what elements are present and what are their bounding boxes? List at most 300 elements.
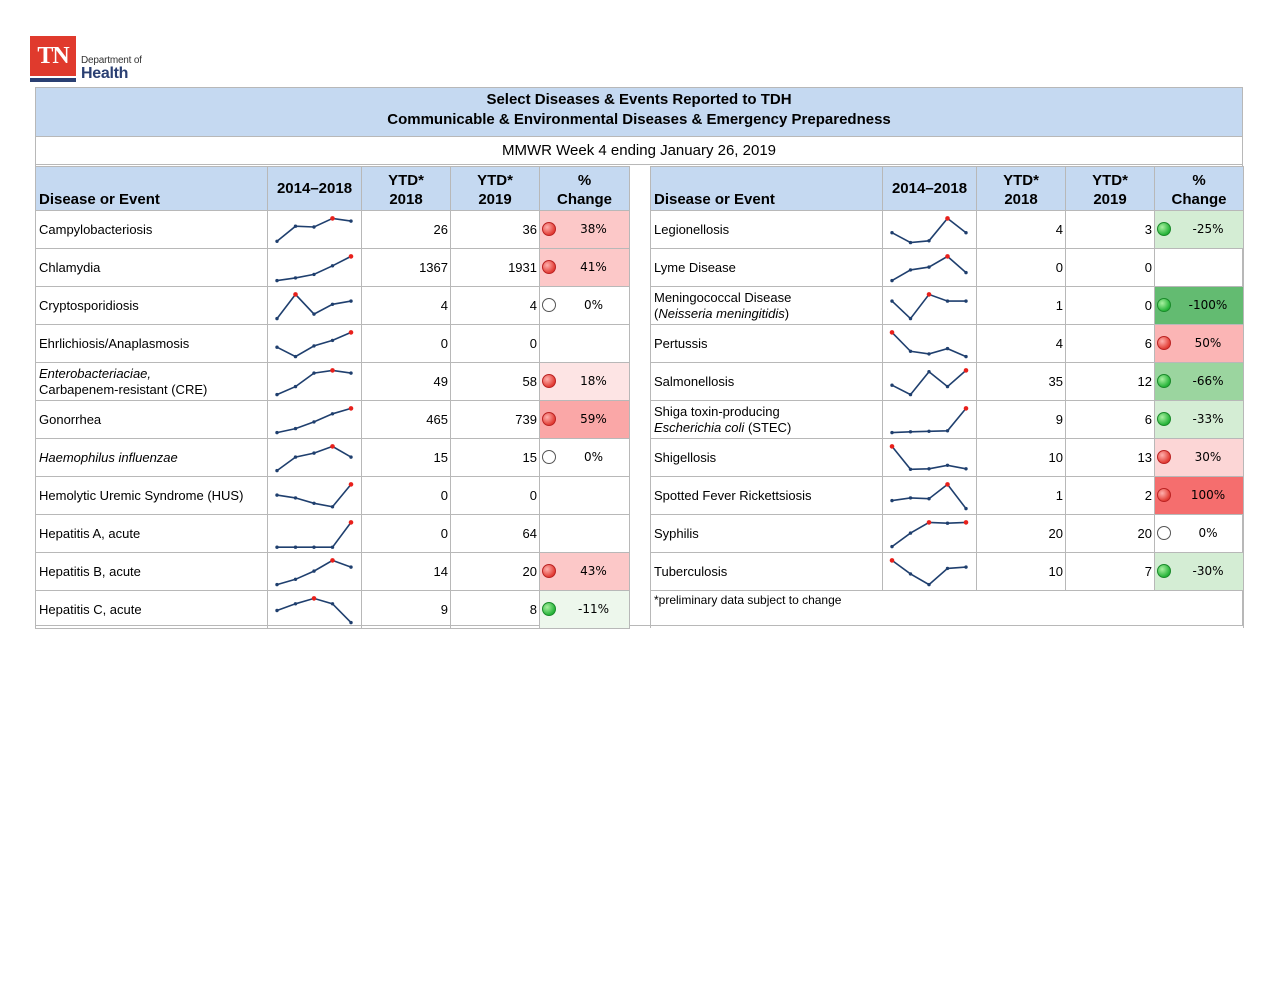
red-indicator-icon — [1157, 488, 1171, 502]
disease-name — [651, 325, 883, 363]
col-ytd2018-header — [362, 167, 451, 211]
ytd-2018-value: 1367 — [362, 249, 451, 287]
disease-name — [651, 363, 883, 401]
pct-label: % — [577, 172, 592, 189]
pct-change-cell — [1155, 439, 1244, 477]
disease-name — [651, 553, 883, 591]
sparkline-point — [964, 565, 967, 568]
sparkline-point — [909, 496, 912, 499]
note-row — [651, 591, 1244, 629]
trend-sparkline — [883, 212, 975, 248]
trend-sparkline-cell — [268, 439, 362, 477]
trend-sparkline — [268, 592, 360, 628]
sparkline-point — [331, 545, 334, 548]
disease-name — [36, 553, 268, 591]
ytd-2019-value: 0 — [1066, 249, 1155, 287]
pct-change-value: 0% — [583, 298, 604, 312]
disease-name-tail: Carbapenem-resistant (CRE) — [39, 381, 208, 397]
disease-name-text: Hemolytic Uremic Syndrome (HUS) — [39, 487, 244, 503]
disease-name — [651, 211, 883, 249]
trend-sparkline — [883, 516, 975, 552]
pct-change-cell — [1155, 249, 1244, 287]
year-2019-label: 2019 — [1093, 191, 1127, 208]
white-indicator-icon — [1157, 526, 1171, 540]
sparkline-peak-point — [890, 444, 895, 449]
sparkline-point — [331, 302, 334, 305]
sparkline-point — [909, 430, 912, 433]
trend-sparkline — [268, 212, 360, 248]
ytd-2019-value: 15 — [451, 439, 540, 477]
ytd-2019-value: 739 — [451, 401, 540, 439]
report-title-line2: Communicable & Environmental Diseases & Emergency Preparedness — [387, 111, 891, 128]
sparkline-point — [964, 270, 967, 273]
trend-sparkline-cell — [883, 211, 977, 249]
trend-sparkline — [883, 478, 975, 514]
table-row — [651, 211, 1244, 249]
sparkline-point — [294, 545, 297, 548]
pct-change-value: -25% — [1192, 222, 1224, 236]
disease-name — [36, 363, 268, 401]
sparkline-point — [927, 239, 930, 242]
green-indicator-icon — [1157, 374, 1171, 388]
sparkline-point — [927, 497, 930, 500]
sparkline-point — [349, 219, 352, 222]
trend-sparkline-cell — [268, 401, 362, 439]
right-disease-table — [650, 166, 1244, 628]
green-indicator-icon — [542, 602, 556, 616]
sparkline-line — [892, 408, 966, 432]
col-disease-header: Disease or Event — [36, 167, 268, 211]
green-indicator-icon — [1157, 222, 1171, 236]
sparkline-point — [890, 299, 893, 302]
ytd-2018-value: 0 — [362, 477, 451, 515]
sparkline-point — [946, 384, 949, 387]
sparkline-point — [331, 264, 334, 267]
white-indicator-icon — [542, 298, 556, 312]
pct-change-value: 43% — [580, 564, 607, 578]
trend-sparkline-cell — [268, 287, 362, 325]
red-indicator-icon — [1157, 450, 1171, 464]
sparkline-point — [927, 467, 930, 470]
ytd-label: YTD* — [1092, 172, 1128, 189]
sparkline-point — [312, 312, 315, 315]
sparkline-point — [946, 463, 949, 466]
sparkline-point — [312, 371, 315, 374]
ytd-2018-value: 1 — [977, 477, 1066, 515]
sparkline-point — [909, 392, 912, 395]
pct-change-cell — [540, 249, 630, 287]
sparkline-point — [331, 505, 334, 508]
red-indicator-icon — [542, 374, 556, 388]
sparkline-point — [909, 240, 912, 243]
disease-name-italic: Escherichia coli — [654, 419, 745, 435]
disease-name-text: Chlamydia — [39, 259, 101, 275]
disease-name-text: Gonorrhea — [39, 411, 102, 427]
trend-sparkline-cell — [268, 363, 362, 401]
disease-name-text: Ehrlichiosis/Anaplasmosis — [39, 335, 190, 351]
sparkline-point — [927, 370, 930, 373]
trend-sparkline-cell — [268, 249, 362, 287]
disease-name — [651, 249, 883, 287]
trend-sparkline — [268, 288, 360, 324]
pct-change-value: 0% — [583, 450, 604, 464]
ytd-2019-value: 4 — [451, 287, 540, 325]
disease-name-text: Hepatitis A, acute — [39, 525, 141, 541]
sparkline-point — [890, 231, 893, 234]
red-indicator-icon — [1157, 336, 1171, 350]
disease-name-tail: (STEC) — [744, 419, 792, 435]
pct-change-cell — [540, 211, 630, 249]
trend-sparkline — [268, 478, 360, 514]
disease-name — [651, 439, 883, 477]
logo-department-text: Department of — [81, 55, 142, 66]
sparkline-line — [277, 218, 351, 241]
logo-underline — [30, 78, 76, 82]
pct-label: % — [1192, 172, 1206, 189]
pct-change-cell — [540, 325, 630, 363]
ytd-label: YTD* — [388, 172, 424, 189]
pct-change-cell — [540, 591, 630, 629]
ytd-2018-value: 9 — [977, 401, 1066, 439]
green-indicator-icon — [1157, 412, 1171, 426]
sparkline-point — [964, 231, 967, 234]
disease-name-text: Salmonellosis — [654, 373, 735, 389]
trend-sparkline — [883, 250, 975, 286]
ytd-2019-value: 3 — [1066, 211, 1155, 249]
report-week: MMWR Week 4 ending January 26, 2019 — [36, 137, 1242, 165]
sparkline-line — [892, 294, 966, 318]
pct-change-value: 18% — [580, 374, 607, 388]
trend-sparkline-cell — [268, 477, 362, 515]
ytd-2019-value: 13 — [1066, 439, 1155, 477]
sparkline-peak-point — [330, 368, 335, 373]
sparkline-peak-point — [890, 330, 895, 335]
disease-name-text: Hepatitis B, acute — [39, 563, 141, 579]
sparkline-point — [294, 224, 297, 227]
logo-health-text: Health — [81, 65, 129, 82]
sparkline-line — [892, 522, 966, 546]
ytd-2018-value: 4 — [977, 211, 1066, 249]
tn-logo-mark: TN — [30, 36, 76, 76]
trend-sparkline — [883, 364, 975, 400]
disease-name-text: Legionellosis — [654, 221, 730, 237]
disease-name — [36, 401, 268, 439]
disease-name-italic: Haemophilus influenzae — [39, 449, 178, 465]
pct-change-cell — [540, 401, 630, 439]
sparkline-peak-point — [349, 330, 354, 335]
ytd-2019-value: 7 — [1066, 553, 1155, 591]
table-row — [36, 211, 630, 249]
sparkline-point — [927, 352, 930, 355]
trend-sparkline — [268, 364, 360, 400]
pct-change-value: 50% — [1194, 336, 1222, 350]
disease-name-text: Syphilis — [654, 525, 699, 541]
year-2019-label: 2019 — [478, 191, 512, 208]
pct-change-value: -11% — [577, 602, 609, 616]
table-row — [36, 591, 630, 629]
sparkline-point — [275, 239, 278, 242]
sparkline-peak-point — [293, 292, 298, 297]
sparkline-point — [294, 384, 297, 387]
paren-close: ) — [784, 305, 790, 321]
trend-sparkline-cell — [268, 515, 362, 553]
disease-name — [36, 211, 268, 249]
sparkline-point — [927, 582, 930, 585]
sparkline-point — [890, 498, 893, 501]
ytd-2019-value: 0 — [451, 477, 540, 515]
trend-sparkline-cell — [883, 401, 977, 439]
sparkline-peak-point — [349, 482, 354, 487]
sparkline-peak-point — [964, 520, 969, 525]
ytd-2018-value: 49 — [362, 363, 451, 401]
pct-change-cell — [540, 553, 630, 591]
sparkline-point — [275, 493, 278, 496]
sparkline-point — [331, 602, 334, 605]
table-row — [651, 515, 1244, 553]
trend-sparkline-cell — [883, 325, 977, 363]
trend-sparkline-cell — [268, 553, 362, 591]
table-row — [36, 553, 630, 591]
ytd-2019-value: 8 — [451, 591, 540, 629]
pct-change-cell — [540, 363, 630, 401]
right-header-row — [651, 167, 1244, 211]
sparkline-point — [927, 429, 930, 432]
sparkline-point — [294, 496, 297, 499]
ytd-2018-value: 14 — [362, 553, 451, 591]
disease-name — [36, 591, 268, 629]
pct-change-value: 41% — [580, 260, 607, 274]
ytd-2019-value: 1931 — [451, 249, 540, 287]
sparkline-line — [892, 484, 966, 508]
pct-change-cell — [540, 439, 630, 477]
ytd-2019-value: 64 — [451, 515, 540, 553]
table-row — [651, 553, 1244, 591]
pct-change-cell — [540, 287, 630, 325]
sparkline-point — [909, 268, 912, 271]
sparkline-point — [294, 354, 297, 357]
trend-sparkline-cell — [883, 287, 977, 325]
year-2018-label: 2018 — [1004, 191, 1038, 208]
col-years-header: 2014–2018 — [883, 167, 977, 211]
ytd-2018-value: 15 — [362, 439, 451, 477]
table-row — [36, 401, 630, 439]
sparkline-peak-point — [890, 558, 895, 563]
sparkline-peak-point — [964, 368, 969, 373]
table-row — [36, 249, 630, 287]
year-2018-label: 2018 — [389, 191, 423, 208]
pct-change-value: -66% — [1192, 374, 1224, 388]
disease-name — [36, 325, 268, 363]
trend-sparkline — [883, 326, 975, 362]
disease-name-text: Meningococcal Disease — [654, 289, 792, 305]
trend-sparkline — [883, 440, 975, 476]
sparkline-point — [349, 371, 352, 374]
sparkline-point — [275, 468, 278, 471]
sparkline-peak-point — [312, 596, 317, 601]
report-frame — [35, 87, 1243, 626]
sparkline-point — [312, 225, 315, 228]
trend-sparkline-cell — [268, 591, 362, 629]
paren-open: ( — [654, 305, 659, 321]
ytd-2018-value: 26 — [362, 211, 451, 249]
disease-name-text: Pertussis — [654, 335, 708, 351]
red-indicator-icon — [542, 222, 556, 236]
ytd-2019-value: 6 — [1066, 401, 1155, 439]
col-change-header — [1155, 167, 1244, 211]
sparkline-point — [275, 316, 278, 319]
sparkline-point — [294, 426, 297, 429]
sparkline-point — [331, 338, 334, 341]
sparkline-peak-point — [330, 216, 335, 221]
table-row — [36, 325, 630, 363]
pct-change-cell — [1155, 477, 1244, 515]
sparkline-point — [275, 582, 278, 585]
trend-sparkline — [268, 440, 360, 476]
trend-sparkline — [268, 250, 360, 286]
sparkline-point — [312, 569, 315, 572]
sparkline-peak-point — [349, 254, 354, 259]
trend-sparkline — [883, 402, 975, 438]
pct-change-cell — [1155, 363, 1244, 401]
disease-name-italic: Enterobacteriaciae, — [39, 365, 152, 381]
report-title — [36, 88, 1242, 137]
sparkline-peak-point — [330, 444, 335, 449]
sparkline-line — [277, 598, 351, 622]
ytd-2019-value: 20 — [451, 553, 540, 591]
sparkline-point — [909, 531, 912, 534]
pct-change-cell — [1155, 287, 1244, 325]
col-ytd2019-header — [451, 167, 540, 211]
ytd-2018-value: 4 — [977, 325, 1066, 363]
col-ytd2018-header — [977, 167, 1066, 211]
sparkline-peak-point — [945, 216, 950, 221]
sparkline-point — [275, 345, 278, 348]
sparkline-point — [349, 565, 352, 568]
ytd-2018-value: 465 — [362, 401, 451, 439]
trend-sparkline — [268, 402, 360, 438]
pct-change-value: -100% — [1188, 298, 1228, 312]
table-row — [36, 363, 630, 401]
trend-sparkline — [883, 554, 975, 590]
sparkline-point — [312, 545, 315, 548]
disease-name-text: Shiga toxin-producing — [654, 403, 780, 419]
trend-sparkline — [268, 554, 360, 590]
sparkline-point — [909, 572, 912, 575]
sparkline-point — [312, 272, 315, 275]
ytd-2019-value: 12 — [1066, 363, 1155, 401]
preliminary-note: *preliminary data subject to change — [651, 591, 1244, 629]
disease-name-text: Shigellosis — [654, 449, 717, 465]
table-row — [651, 325, 1244, 363]
pct-change-cell — [1155, 401, 1244, 439]
red-indicator-icon — [542, 260, 556, 274]
pct-change-value: -30% — [1192, 564, 1224, 578]
sparkline-point — [946, 429, 949, 432]
sparkline-point — [890, 430, 893, 433]
pct-change-cell — [540, 477, 630, 515]
white-indicator-icon — [542, 450, 556, 464]
sparkline-peak-point — [945, 254, 950, 259]
table-row — [36, 287, 630, 325]
pct-change-value: -33% — [1192, 412, 1224, 426]
sparkline-point — [946, 566, 949, 569]
sparkline-point — [964, 354, 967, 357]
sparkline-peak-point — [349, 520, 354, 525]
pct-change-cell — [1155, 325, 1244, 363]
sparkline-point — [294, 276, 297, 279]
col-years-header: 2014–2018 — [268, 167, 362, 211]
sparkline-line — [892, 446, 966, 469]
ytd-label: YTD* — [477, 172, 513, 189]
sparkline-point — [312, 344, 315, 347]
sparkline-line — [277, 256, 351, 280]
sparkline-peak-point — [927, 520, 932, 525]
disease-name — [651, 287, 883, 325]
sparkline-point — [312, 501, 315, 504]
pct-change-cell — [1155, 515, 1244, 553]
change-label: Change — [556, 191, 612, 208]
sparkline-point — [349, 455, 352, 458]
ytd-2019-value: 20 — [1066, 515, 1155, 553]
disease-name — [651, 515, 883, 553]
ytd-2018-value: 1 — [977, 287, 1066, 325]
pct-change-cell — [540, 515, 630, 553]
left-disease-table — [35, 166, 630, 629]
sparkline-point — [909, 349, 912, 352]
ytd-2018-value: 9 — [362, 591, 451, 629]
trend-sparkline-cell — [883, 553, 977, 591]
sparkline-point — [275, 545, 278, 548]
table-row — [36, 439, 630, 477]
pct-change-cell — [1155, 553, 1244, 591]
sparkline-point — [890, 278, 893, 281]
sparkline-line — [892, 218, 966, 242]
trend-sparkline-cell — [883, 477, 977, 515]
table-row — [36, 477, 630, 515]
sparkline-peak-point — [927, 292, 932, 297]
sparkline-point — [331, 412, 334, 415]
sparkline-point — [349, 620, 352, 623]
red-indicator-icon — [542, 564, 556, 578]
sparkline-peak-point — [330, 558, 335, 563]
disease-name — [36, 439, 268, 477]
sparkline-point — [890, 383, 893, 386]
table-row — [651, 287, 1244, 325]
sparkline-point — [964, 467, 967, 470]
sparkline-point — [294, 577, 297, 580]
pct-change-value: 30% — [1194, 450, 1222, 464]
report-title-line1: Select Diseases & Events Reported to TDH — [486, 91, 792, 108]
disease-name-text: Campylobacteriosis — [39, 221, 153, 237]
disease-name — [36, 249, 268, 287]
sparkline-peak-point — [964, 406, 969, 411]
sparkline-point — [312, 451, 315, 454]
red-indicator-icon — [542, 412, 556, 426]
pct-change-value: 38% — [580, 222, 607, 236]
sparkline-point — [946, 346, 949, 349]
disease-name-text: Spotted Fever Rickettsiosis — [654, 487, 812, 503]
trend-sparkline-cell — [883, 439, 977, 477]
ytd-2018-value: 0 — [362, 325, 451, 363]
sparkline-line — [277, 522, 351, 547]
ytd-2018-value: 35 — [977, 363, 1066, 401]
trend-sparkline-cell — [883, 515, 977, 553]
col-change-header — [540, 167, 630, 211]
col-ytd2019-header — [1066, 167, 1155, 211]
left-header-row — [36, 167, 630, 211]
ytd-2019-value: 0 — [451, 325, 540, 363]
sparkline-peak-point — [349, 406, 354, 411]
